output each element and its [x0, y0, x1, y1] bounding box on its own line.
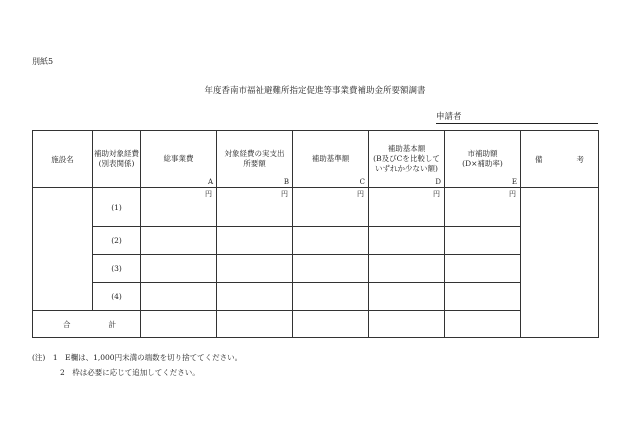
total-e[interactable] — [445, 311, 521, 338]
column-letter-b: B — [283, 178, 289, 186]
total-d[interactable] — [369, 311, 445, 338]
header-target-expense: 補助対象経費 (別表関係) — [93, 131, 141, 188]
total-a[interactable] — [141, 311, 217, 338]
header-actual-expense: 対象経費の実支出 所要額 B — [217, 131, 293, 188]
cell-b[interactable] — [217, 283, 293, 311]
cell-c[interactable] — [293, 188, 369, 227]
header-total-cost: 総事業費 A — [141, 131, 217, 188]
cell-d[interactable] — [369, 255, 445, 283]
cell-d[interactable] — [369, 188, 445, 227]
remarks-cell[interactable] — [521, 188, 599, 338]
cell-e[interactable] — [445, 283, 521, 311]
cell-a[interactable] — [141, 283, 217, 311]
column-letter-e: E — [511, 178, 517, 186]
cell-c[interactable] — [293, 283, 369, 311]
note-2: 2 枠は必要に応じて追加してください。 — [60, 368, 200, 377]
table-row — [33, 188, 599, 227]
column-letter-a: A — [207, 178, 213, 186]
yen-unit: 円 — [509, 190, 516, 198]
cell-e[interactable] — [445, 188, 521, 227]
row-label: (3) — [93, 255, 141, 283]
yen-unit: 円 — [433, 190, 440, 198]
header-base-amount: 補助基本額 (B及びCを比較して いずれか少ない額) D — [369, 131, 445, 188]
form-number: 別紙5 — [32, 57, 54, 66]
cell-c[interactable] — [293, 227, 369, 255]
yen-unit: 円 — [281, 190, 288, 198]
table-row — [33, 283, 599, 311]
cell-e[interactable] — [445, 227, 521, 255]
cell-d[interactable] — [369, 283, 445, 311]
header-remarks: 備 考 — [521, 131, 599, 188]
total-label: 合 計 — [33, 311, 141, 338]
row-label: (1) — [93, 188, 141, 227]
header-row — [33, 131, 599, 188]
cell-d[interactable] — [369, 227, 445, 255]
yen-unit: 円 — [357, 190, 364, 198]
note-1: (注) 1 E欄は、1,000円未満の端数を切り捨ててください。 — [32, 353, 243, 362]
header-standard-amount: 補助基準額 C — [293, 131, 369, 188]
row-label: (4) — [93, 283, 141, 311]
total-c[interactable] — [293, 311, 369, 338]
column-letter-c: C — [359, 178, 365, 186]
applicant-label: 申請者 — [436, 112, 462, 122]
cell-b[interactable] — [217, 255, 293, 283]
cell-a[interactable] — [141, 227, 217, 255]
document-title: 年度香南市福祉避難所指定促進等事業費補助金所要額調書 — [204, 86, 426, 96]
cell-c[interactable] — [293, 255, 369, 283]
applicant-field[interactable] — [436, 110, 598, 124]
cell-a[interactable] — [141, 188, 217, 227]
cell-b[interactable] — [217, 227, 293, 255]
total-row — [33, 311, 599, 338]
cell-b[interactable] — [217, 188, 293, 227]
yen-unit: 円 — [205, 190, 212, 198]
column-letter-d: D — [435, 178, 441, 186]
budget-table — [32, 130, 599, 338]
table-row — [33, 255, 599, 283]
row-label: (2) — [93, 227, 141, 255]
facility-name-cell[interactable] — [33, 188, 93, 311]
table-row — [33, 227, 599, 255]
header-city-subsidy: 市補助額 (D×補助率) E — [445, 131, 521, 188]
cell-a[interactable] — [141, 255, 217, 283]
header-facility: 施設名 — [33, 131, 93, 188]
total-b[interactable] — [217, 311, 293, 338]
cell-e[interactable] — [445, 255, 521, 283]
